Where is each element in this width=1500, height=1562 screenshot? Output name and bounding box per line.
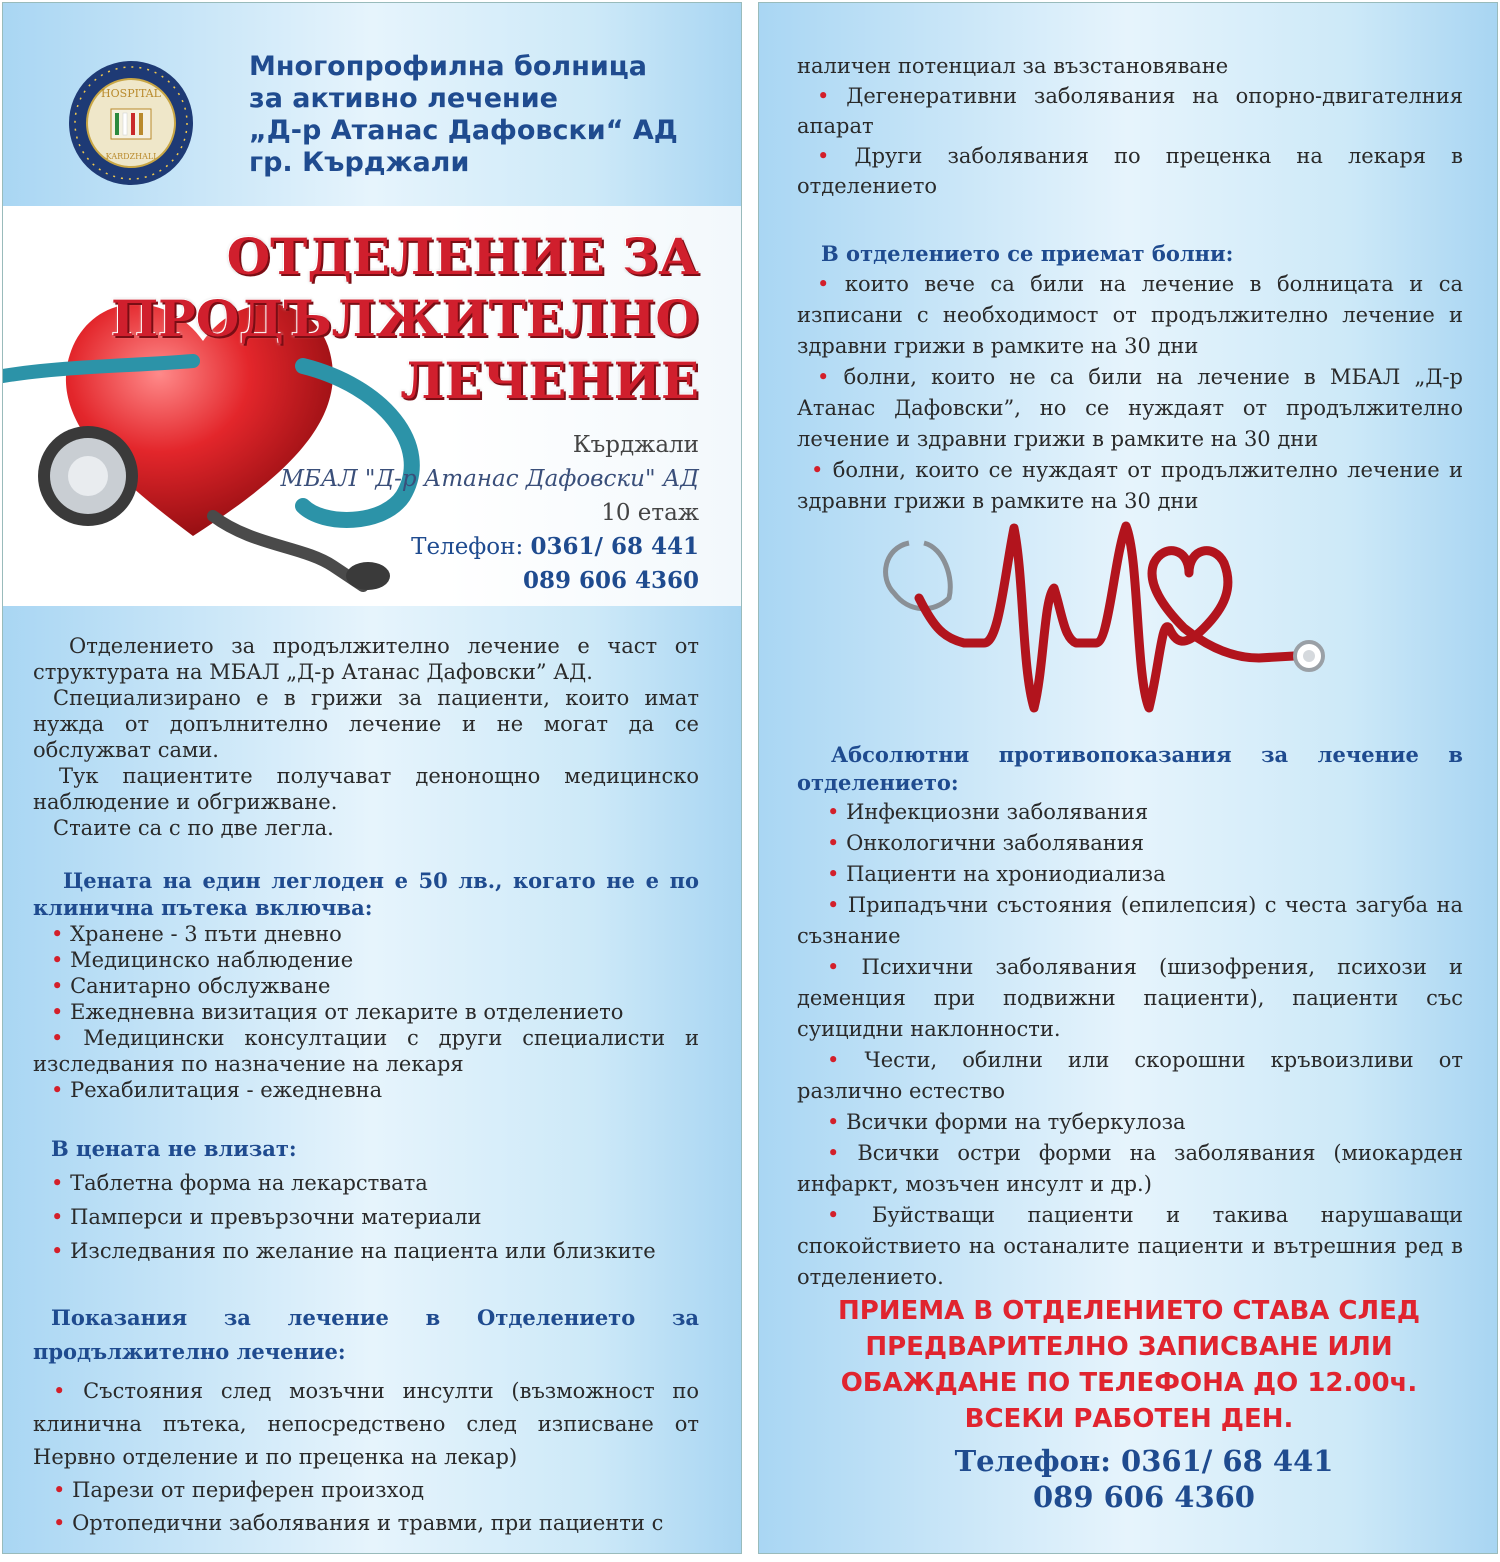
phone-number: 0361/ 68 441 [530,533,699,560]
price-heading: Цената на един леглоден е 50 лв., когато не е по клинична пътека включва: [33,868,699,920]
intro-paragraph: Отделението за продължително лечение е част от структурата на МБАЛ „Д-р Атанас Дафовски” АД. [33,634,699,684]
notice-line: ПРЕДВАРИТЕЛНО ЗАПИСВАНЕ ИЛИ [865,1332,1393,1362]
location-hospital: МБАЛ "Д-р Атанас Дафовски" АД [280,466,699,492]
contact-block [759,1443,1498,1515]
department-title-line: ОТДЕЛЕНИЕ ЗА [226,227,699,286]
hospital-name-line: гр. Кърджали [249,147,470,178]
excluded-section [51,1135,699,1264]
intro-paragraph: Тук пациентите получават денонощно медицинско наблюдение и обгрижване. [33,764,699,814]
contra-item: • Инфекциозни заболявания [797,797,1463,828]
hero-banner [3,206,742,606]
price-item: • Санитарно обслужване [33,973,699,999]
indications-item: • Състояния след мозъчни инсулти (възможност по клинична пътека, непосредствено след изписване от Нервно отделение и по преценка на лекар) [33,1375,699,1474]
notice-line: ВСЕКИ РАБОТЕН ДЕН. [964,1404,1294,1434]
admitted-item: • които вече са били на лечение в болницата и са изписани с необходимост от продължително лечение и здравни грижи в рамките на 30 дни [797,269,1463,362]
indications-item: • Парези от периферен произход [33,1474,699,1507]
hospital-name [249,51,678,179]
indications-continued [797,51,1463,201]
mobile-number: 089 606 4360 [522,567,699,594]
location-city: Кърджали [572,432,699,458]
excluded-heading: В цената не влизат: [51,1136,297,1161]
logo-bottom-text: KARDZHALI [105,152,157,161]
admitted-heading: В отделението се приемат болни: [821,241,1234,266]
admission-notice [759,1293,1498,1437]
contra-item: • Пациенти на хрониодиализа [797,859,1463,890]
indications-section [33,1301,699,1540]
contra-item: • Чести, обилни или скорошни кръвоизливи от различно естество [797,1045,1463,1107]
department-title [111,226,699,412]
price-item: • Ежедневна визитация от лекарите в отделението [33,999,699,1025]
contra-heading: Абсолютни противопоказания за лечение в отделението: [797,742,1463,795]
admitted-section [797,239,1463,517]
contact-mobile: 089 606 4360 [1033,1480,1255,1514]
indications-heading: Показания за лечение в Отделението за продължително лечение: [33,1305,699,1364]
logo-top-text: HOSPITAL [101,87,161,100]
excluded-item: • Таблетна форма на лекарствата [51,1170,699,1196]
intro-paragraph: Специализирано е в грижи за пациенти, които имат нужда от допълнително лечение и не могат да се обслужват сами. [33,686,699,762]
contraindications-section [797,741,1463,1293]
location-floor: 10 етаж [601,500,699,526]
intro-section [33,633,699,841]
excluded-item: • Памперси и превързочни материали [51,1204,699,1230]
hospital-name-line: „Д-р Атанас Дафовски“ АД [249,115,678,146]
notice-line: ПРИЕМА В ОТДЕЛЕНИЕТО СТАВА СЛЕД [837,1296,1421,1326]
hospital-logo [67,59,195,187]
department-title-line: ПРОДЪЛЖИТЕЛНО [110,289,699,348]
admitted-item: • болни, които се нуждаят от продължително лечение и здравни грижи в рамките на 30 дни [797,455,1463,517]
contra-item: • Буйстващи пациенти и такива нарушаващи спокойствието на останалите пациенти и вътрешния ред в отделението. [797,1200,1463,1293]
contact-phone: Телефон: 0361/ 68 441 [954,1444,1334,1478]
price-item: • Медицински консултации с други специалисти и изследвания по назначение на лекаря [33,1025,699,1077]
continued-item: • Дегенеративни заболявания на опорно-двигателния апарат [797,81,1463,141]
indications-item: • Ортопедични заболявания и травми, при пациенти с [33,1507,699,1540]
price-section [33,867,699,1103]
contra-item: • Онкологични заболявания [797,828,1463,859]
price-item: • Хранене - 3 пъти дневно [33,921,699,947]
admitted-item: • болни, които не са били на лечение в МБАЛ „Д-р Атанас Дафовски”, но се нуждаят от продължително лечение и здравни грижи в рамките на 30 дни [797,362,1463,455]
price-item: • Медицинско наблюдение [33,947,699,973]
contra-item: • Всички форми на туберкулоза [797,1107,1463,1138]
heartbeat-stethoscope-image [864,518,1364,728]
contra-item: • Всички остри форми на заболявания (миокарден инфаркт, мозъчен инсулт и др.) [797,1138,1463,1200]
excluded-item: • Изследвания по желание на пациента или близките [51,1238,699,1264]
right-page [758,2,1498,1554]
contra-item: • Припадъчни състояния (епилепсия) с честа загуба на съзнание [797,890,1463,952]
continued-text: наличен потенциал за възстановяване [797,54,1229,78]
phone-label: Телефон: [411,534,531,560]
continued-item: • Други заболявания по преценка на лекаря в отделението [797,141,1463,201]
contra-item: • Психични заболявания (шизофрения, психози и деменция при подвижни пациенти), пациенти със суицидни наклонности. [797,952,1463,1045]
notice-line: ОБАЖДАНЕ ПО ТЕЛЕФОНА ДО 12.00ч. [840,1368,1418,1398]
hospital-name-line: за активно лечение [249,83,558,114]
department-title-line: ЛЕЧЕНИЕ [400,351,699,410]
price-item: • Рехабилитация - ежедневна [33,1077,699,1103]
intro-paragraph: Стаите са с по две легла. [53,816,334,840]
hospital-name-line: Многопрофилна болница [249,51,647,82]
left-page [2,2,742,1554]
location-block [280,428,699,598]
